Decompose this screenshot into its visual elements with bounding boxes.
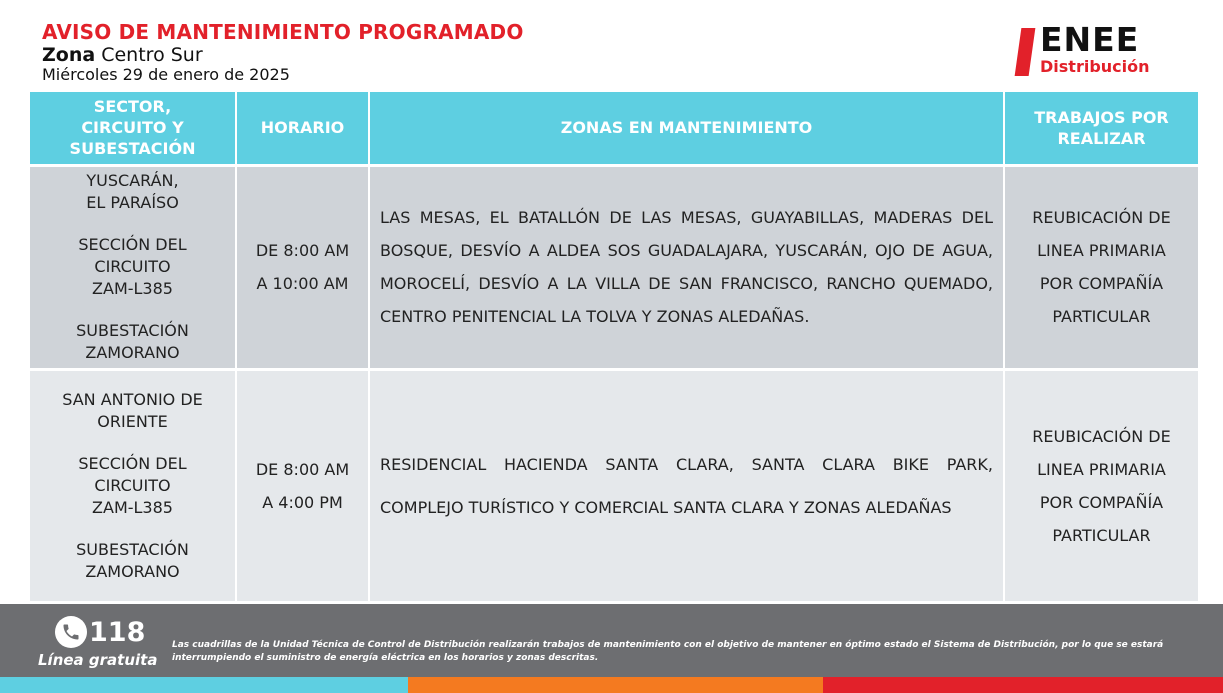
- maintenance-table: [30, 92, 1198, 604]
- horario-cell: [236, 165, 369, 369]
- substation-line: ZAMORANO: [85, 343, 180, 362]
- phone-icon: [55, 616, 87, 648]
- section-line: CIRCUITO: [94, 257, 171, 276]
- trabajos-line: POR COMPAÑÍA: [1039, 274, 1164, 293]
- zone-title: [42, 44, 802, 66]
- trabajos-line: REUBICACIÓN DE: [1032, 426, 1171, 446]
- section-line: ZAM-L385: [92, 497, 173, 517]
- table-row: [30, 165, 1198, 369]
- sector-cell: [30, 165, 236, 369]
- substation-line: SUBESTACIÓN: [76, 539, 189, 559]
- horario-end: A 10:00 AM: [256, 274, 349, 293]
- header-trabajos-line: TRABAJOS POR: [1034, 107, 1169, 127]
- sector-line: EL PARAÍSO: [86, 193, 179, 212]
- notice-title: AVISO DE MANTENIMIENTO PROGRAMADO: [42, 20, 524, 44]
- notice-header: [42, 20, 802, 84]
- section-line: CIRCUITO: [94, 475, 171, 495]
- trabajos-cell: [1004, 165, 1198, 369]
- sector-name: [30, 170, 235, 214]
- trabajos-line: PARTICULAR: [1052, 307, 1151, 326]
- footer-bar: [0, 604, 1223, 677]
- header-sector: [30, 92, 236, 165]
- trabajos-line: LINEA PRIMARIA: [1037, 241, 1166, 260]
- trabajos-line: POR COMPAÑÍA: [1039, 492, 1164, 512]
- trabajos-cell: [1004, 369, 1198, 602]
- table-header-row: [30, 92, 1198, 165]
- header-sector-line: SUBESTACIÓN: [69, 139, 196, 159]
- zonas-cell: LAS MESAS, EL BATALLÓN DE LAS MESAS, GUAYABILLAS, MADERAS DEL BOSQUE, DESVÍO A ALDEA SOS GUADALAJARA, YUSCARÁN, OJO DE AGUA, MOROCELÍ, DESVÍO A LA VILLA DE SAN FRANCISCO, RANCHO QUEMADO, CENTRO PENITENCIAL LA TOLVA Y ZONAS ALEDAÑAS.: [369, 165, 1004, 369]
- zone-label: Zona: [42, 44, 96, 66]
- stripe-orange: [408, 677, 823, 693]
- substation: [30, 320, 235, 364]
- stripe-red: [823, 677, 1223, 693]
- notice-date: Miércoles 29 de enero de 2025: [42, 65, 290, 84]
- hotline-label: Línea gratuita: [38, 651, 158, 669]
- circuit-section: [30, 234, 235, 300]
- substation-line: SUBESTACIÓN: [76, 321, 189, 340]
- footer-notice: Las cuadrillas de la Unidad Técnica de Control de Distribución realizarán trabajos de mantenimiento con el objetivo de mantener en óptimo estado el Sistema de Distribución, por lo que se estará interrumpiendo el suministro de energía eléctrica en los horarios y zonas descritas.: [172, 640, 1164, 663]
- header-horario: HORARIO: [236, 92, 369, 165]
- section-line: SECCIÓN DEL: [78, 453, 187, 473]
- logo-text: ENEE: [1040, 20, 1140, 59]
- table-row: [30, 369, 1198, 602]
- enee-logo: [1018, 20, 1190, 80]
- trabajos-line: PARTICULAR: [1052, 525, 1151, 545]
- horario-end: A 4:00 PM: [262, 492, 343, 512]
- header-zonas: ZONAS EN MANTENIMIENTO: [369, 92, 1004, 165]
- circuit-section: [30, 453, 235, 519]
- sector-cell: [30, 369, 236, 602]
- header-trabajos-line: REALIZAR: [1057, 128, 1146, 148]
- horario-cell: [236, 369, 369, 602]
- header-trabajos: [1004, 92, 1198, 165]
- sector-line: ORIENTE: [97, 411, 168, 431]
- hotline-number: 118: [89, 617, 146, 648]
- substation: [30, 539, 235, 583]
- stripe-cyan: [0, 677, 408, 693]
- section-line: ZAM-L385: [92, 279, 173, 298]
- header-sector-line: SECTOR,: [93, 97, 172, 117]
- logo-red-bar: [1015, 28, 1036, 76]
- header-sector-line: CIRCUITO Y: [81, 118, 184, 138]
- substation-line: ZAMORANO: [85, 561, 180, 581]
- section-line: SECCIÓN DEL: [78, 235, 187, 254]
- horario-start: DE 8:00 AM: [255, 459, 350, 479]
- horario-start: DE 8:00 AM: [255, 241, 350, 260]
- sector-line: SAN ANTONIO DE: [62, 389, 203, 409]
- zone-name: Centro Sur: [95, 44, 203, 66]
- sector-name: [30, 389, 235, 433]
- trabajos-line: REUBICACIÓN DE: [1032, 208, 1171, 227]
- hotline-block: [38, 614, 163, 674]
- trabajos-line: LINEA PRIMARIA: [1037, 459, 1166, 479]
- logo-subtext: Distribución: [1040, 57, 1150, 76]
- sector-line: YUSCARÁN,: [86, 171, 179, 190]
- zonas-cell: RESIDENCIAL HACIENDA SANTA CLARA, SANTA CLARA BIKE PARK, COMPLEJO TURÍSTICO Y COMERCIAL SANTA CLARA Y ZONAS ALEDAÑAS: [369, 369, 1004, 602]
